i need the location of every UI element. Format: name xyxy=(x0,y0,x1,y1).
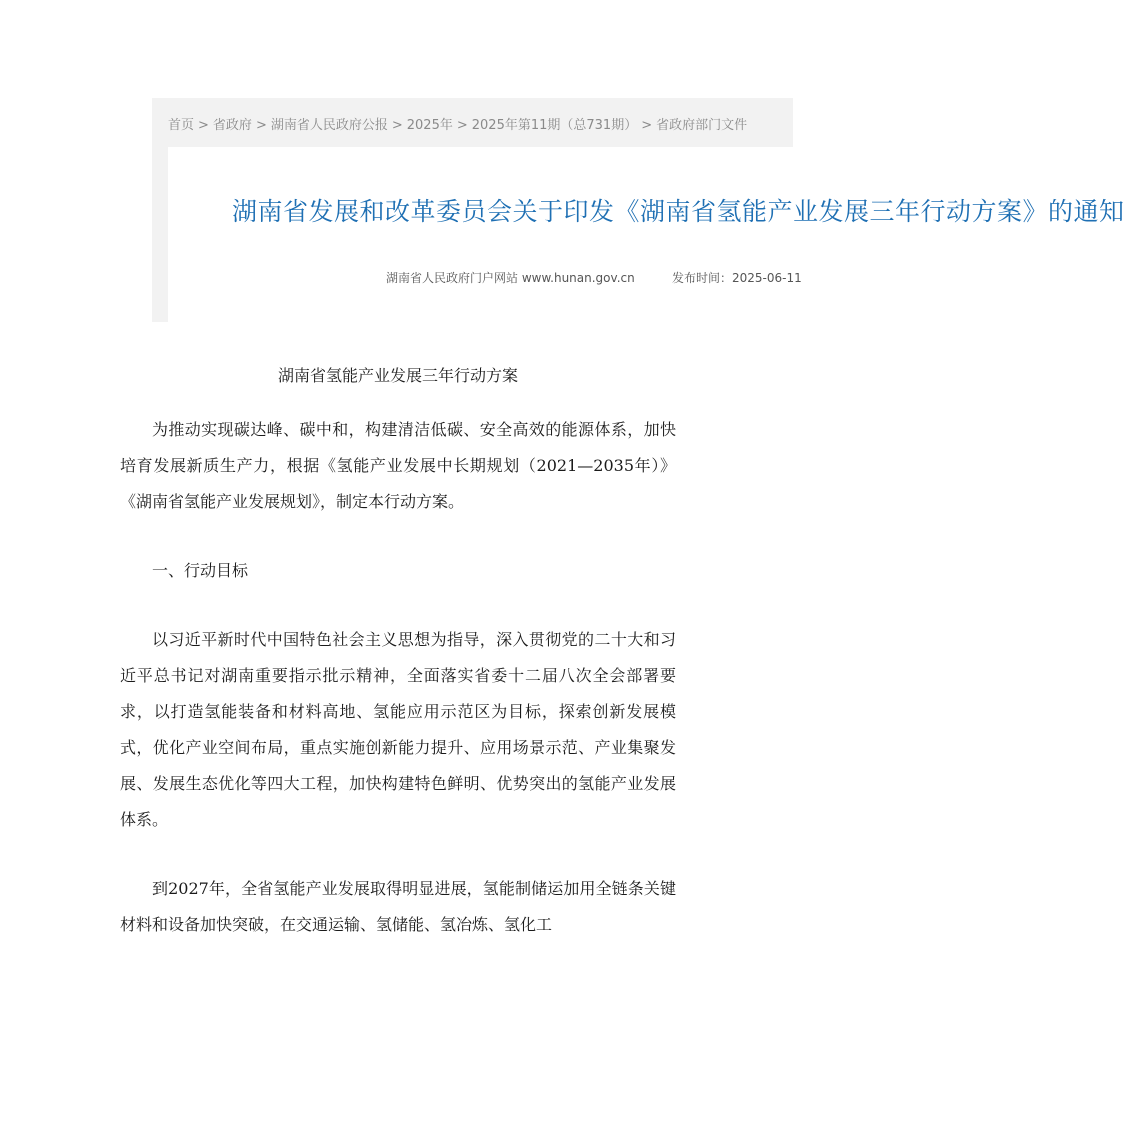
goals-paragraph-1: 以习近平新时代中国特色社会主义思想为指导，深入贯彻党的二十大和习近平总书记对湖南重要指示批示精神，全面落实省委十二届八次全会部署要求，以打造氢能装备和材料高地、氢能应用示范区为目标，探索创新发展模式，优化产业空间布局，重点实施创新能力提升、应用场景示范、产业集聚发展、发展生态优化等四大工程，加快构建特色鲜明、优势突出的氢能产业发展体系。 xyxy=(120,630,676,829)
document-body xyxy=(120,352,676,976)
article-header xyxy=(168,147,1125,322)
goals-paragraph-2: 到2027年，全省氢能产业发展取得明显进展，氢能制储运加用全链条关键材料和设备加快突破，在交通运输、氢储能、氢冶炼、氢化工 xyxy=(120,879,676,934)
intro-paragraph: 为推动实现碳达峰、碳中和，构建清洁低碳、安全高效的能源体系，加快培育发展新质生产力，根据《氢能产业发展中长期规划（2021—2035年）》《湖南省氢能产业发展规划》，制定本行动方案。 xyxy=(120,420,676,511)
breadcrumb-separator: > xyxy=(391,118,403,133)
section-heading-goals: 一、行动目标 xyxy=(152,561,249,580)
breadcrumb xyxy=(168,114,747,133)
breadcrumb-home-link[interactable]: 首页 xyxy=(168,118,195,133)
article-source: 湖南省人民政府门户网站 www.hunan.gov.cn xyxy=(386,271,635,285)
pubtime-value: 2025-06-11 xyxy=(732,271,802,285)
document-title: 湖南省氢能产业发展三年行动方案 xyxy=(277,366,518,385)
pubtime-label: 发布时间： xyxy=(672,271,733,285)
breadcrumb-separator: > xyxy=(641,118,653,133)
breadcrumb-province-gov-link[interactable]: 省政府 xyxy=(212,118,252,133)
breadcrumb-department-docs-link[interactable]: 省政府部门文件 xyxy=(656,118,748,133)
article-pubtime xyxy=(672,269,802,286)
breadcrumb-year-link[interactable]: 2025年 xyxy=(406,118,453,133)
breadcrumb-separator: > xyxy=(456,118,468,133)
article-title: 湖南省发展和改革委员会关于印发《湖南省氢能产业发展三年行动方案》的通知 xyxy=(232,197,1125,226)
breadcrumb-separator: > xyxy=(255,118,267,133)
article-header-frame xyxy=(152,98,1125,322)
breadcrumb-separator: > xyxy=(198,118,209,133)
breadcrumb-gazette-link[interactable]: 湖南省人民政府公报 xyxy=(270,118,388,133)
breadcrumb-issue-link[interactable]: 2025年第11期（总731期） xyxy=(471,118,638,133)
